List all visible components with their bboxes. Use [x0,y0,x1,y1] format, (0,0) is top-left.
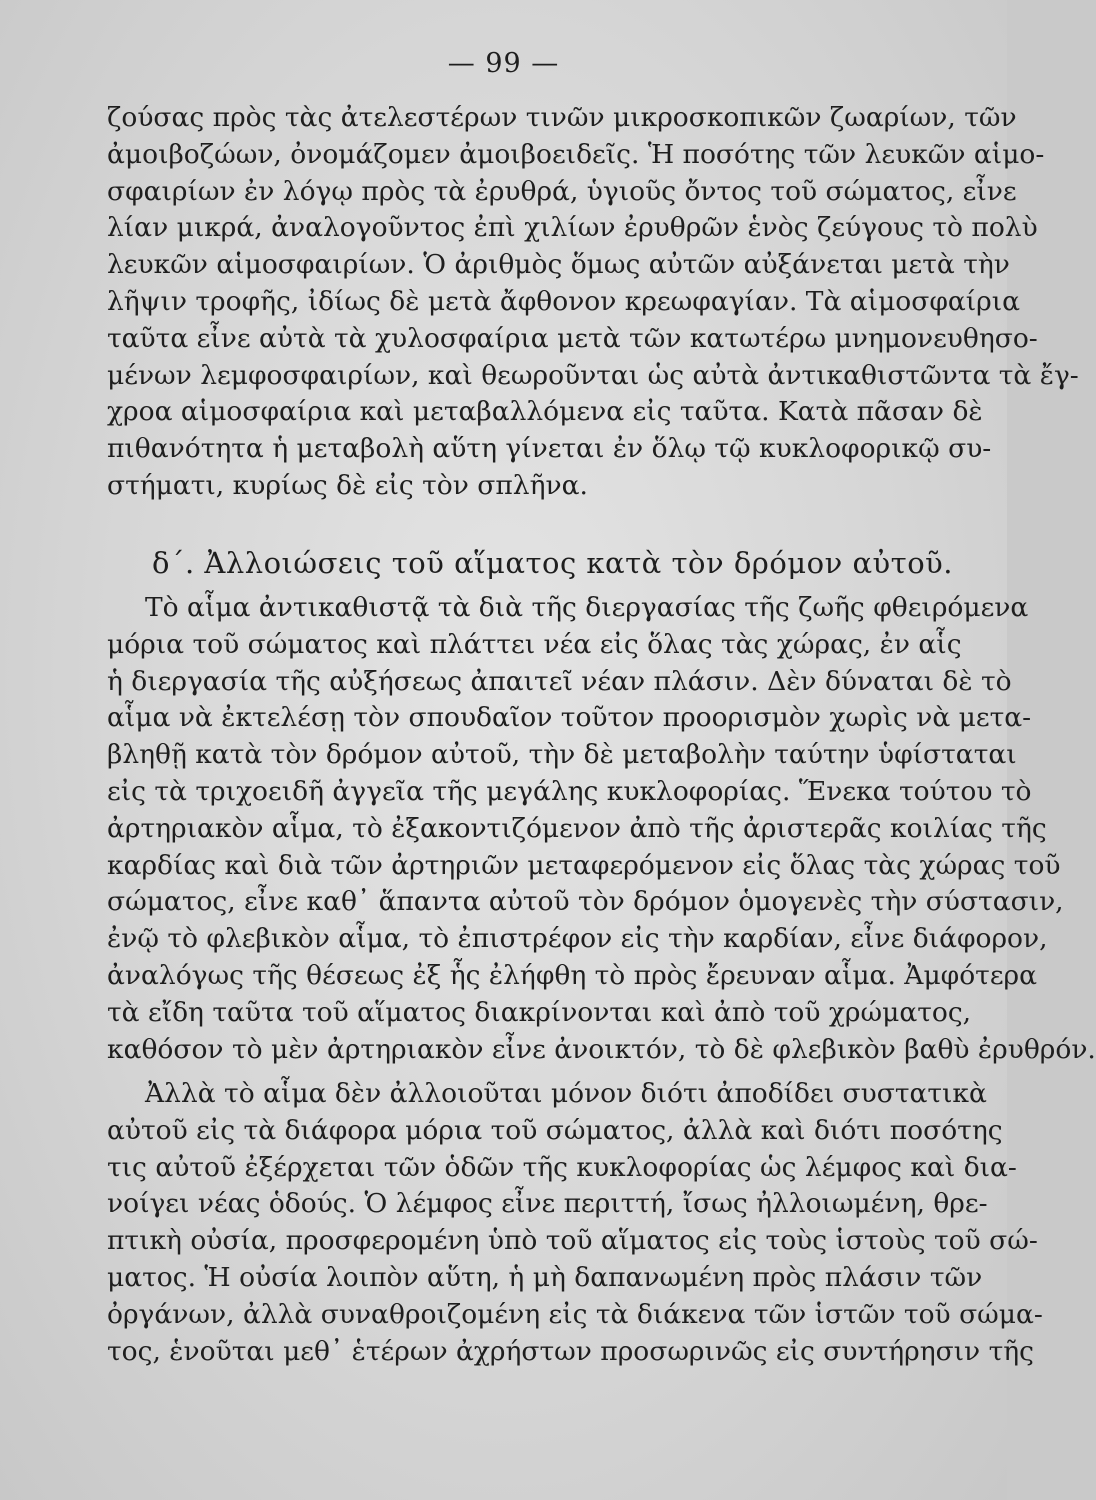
text-line: εἰς τὰ τριχοειδῆ ἀγγεῖα τῆς μεγάλης κυκλοφορίας. Ἕνεκα τούτου τὸ [107,775,1032,807]
text-line: καθόσον τὸ μὲν ἀρτηριακὸν εἶνε ἀνοικτόν, τὸ δὲ φλεβικὸν βαθὺ ἐρυθρόν. [107,1033,1096,1065]
text-line: σφαιρίων ἐν λόγῳ πρὸς τὰ ἐρυθρά, ὑγιοῦς ὄντος τοῦ σώματος, εἶνε [107,175,1017,207]
text-line: Ἀλλὰ τὸ αἷμα δὲν ἀλλοιοῦται μόνον διότι ἀποδίδει συστατικὰ [145,1078,987,1109]
text-line: καρδίας καὶ διὰ τῶν ἀρτηριῶν μεταφερόμενον εἰς ὅλας τὰς χώρας τοῦ [107,849,1061,881]
text-line: σώματος, εἶνε καθ᾽ ἅπαντα αὐτοῦ τὸν δρόμον ὁμογενὲς τὴν σύστασιν, [107,886,1064,918]
text-line: αἷμα νὰ ἐκτελέσῃ τὸν σπουδαῖον τοῦτον προορισμὸν χωρὶς νὰ μετα- [107,702,1032,734]
text-line: πιθανότητα ἡ μεταβολὴ αὕτη γίνεται ἐν ὅλῳ τῷ κυκλοφορικῷ συ- [107,433,992,465]
page-number: — 99 — [447,48,560,79]
text-line: ματος. Ἡ οὐσία λοιπὸν αὕτη, ἡ μὴ δαπανωμένη πρὸς πλάσιν τῶν [107,1261,983,1293]
text-line: νοίγει νέας ὁδούς. Ὁ λέμφος εἶνε περιττή, ἴσως ἠλλοιωμένη, θρε- [107,1188,988,1220]
paragraph-2 [107,590,1096,1068]
text-line: ὀργάνων, ἀλλὰ συναθροιζομένη εἰς τὰ διάκενα τῶν ἱστῶν τοῦ σώμα- [107,1298,1043,1330]
text-line: τὰ εἴδη ταῦτα τοῦ αἵματος διακρίνονται καὶ ἀπὸ τοῦ χρώματος, [107,996,972,1028]
text-line: αὐτοῦ εἰς τὰ διάφορα μόρια τοῦ σώματος, ἀλλὰ καὶ διότι ποσότης [107,1114,1003,1146]
text-line: χροα αἱμοσφαίρια καὶ μεταβαλλόμενα εἰς ταῦτα. Κατὰ πᾶσαν δὲ [107,396,983,428]
text-line: βληθῇ κατὰ τὸν δρόμον αὐτοῦ, τὴν δὲ μεταβολὴν ταύτην ὑφίσταται [107,739,1017,771]
paragraph-3 [107,1076,1043,1370]
text-line: λίαν μικρά, ἀναλογοῦντος ἐπὶ χιλίων ἐρυθρῶν ἑνὸς ζεύγους τὸ πολὺ [107,212,1038,244]
section-heading: δ΄. Ἀλλοιώσεις τοῦ αἵματος κατὰ τὸν δρόμον αὐτοῦ. [152,546,954,580]
text-line: μόρια τοῦ σώματος καὶ πλάττει νέα εἰς ὅλας τὰς χώρας, ἐν αἷς [107,628,962,660]
text-line: ταῦτα εἶνε αὐτὰ τὰ χυλοσφαίρια μετὰ τῶν κατωτέρω μνημονευθησο- [107,322,1038,354]
text-line: ἀναλόγως τῆς θέσεως ἐξ ἧς ἐλήφθη τὸ πρὸς ἔρευναν αἷμα. Ἀμφότερα [107,959,1038,991]
text-line: τος, ἑνοῦται μεθ᾽ ἑτέρων ἀχρήστων προσωρινῶς εἰς συντήρησιν τῆς [107,1335,1034,1367]
text-line: λῆψιν τροφῆς, ἰδίως δὲ μετὰ ἄφθονον κρεωφαγίαν. Τὰ αἱμοσφαίρια [107,285,1021,317]
text-line: Τὸ αἷμα ἀντικαθιστᾷ τὰ διὰ τῆς διεργασίας τῆς ζωῆς φθειρόμενα [145,592,1029,623]
text-line: ζούσας πρὸς τὰς ἀτελεστέρων τινῶν μικροσκοπικῶν ζωαρίων, τῶν [107,102,1017,133]
text-line: ἡ διεργασία τῆς αὐξήσεως ἀπαιτεῖ νέαν πλάσιν. Δὲν δύναται δὲ τὸ [107,665,1012,697]
text-line: μένων λεμφοσφαιρίων, καὶ θεωροῦνται ὡς αὐτὰ ἀντικαθιστῶντα τὰ ἔγ- [107,359,1079,391]
text-line: ἀμοιβοζώων, ὀνομάζομεν ἀμοιβοειδεῖς. Ἡ ποσότης τῶν λευκῶν αἱμο- [107,138,1045,170]
text-line: στήματι, κυρίως δὲ εἰς τὸν σπλῆνα. [107,469,588,501]
text-line: τις αὐτοῦ ἐξέρχεται τῶν ὁδῶν τῆς κυκλοφορίας ὡς λέμφος καὶ δια- [107,1151,1017,1183]
text-line: λευκῶν αἱμοσφαιρίων. Ὁ ἀριθμὸς ὅμως αὐτῶν αὐξάνεται μετὰ τὴν [107,249,1010,281]
paragraph-1 [107,100,1079,505]
text-line: πτικὴ οὐσία, προσφερομένη ὑπὸ τοῦ αἵματος εἰς τοὺς ἱστοὺς τοῦ σώ- [107,1225,1038,1257]
text-line: ἀρτηριακὸν αἷμα, τὸ ἐξακοντιζόμενον ἀπὸ τῆς ἀριστερᾶς κοιλίας τῆς [107,812,1047,844]
text-line: ἐνῷ τὸ φλεβικὸν αἷμα, τὸ ἐπιστρέφον εἰς τὴν καρδίαν, εἶνε διάφορον, [107,923,1048,955]
